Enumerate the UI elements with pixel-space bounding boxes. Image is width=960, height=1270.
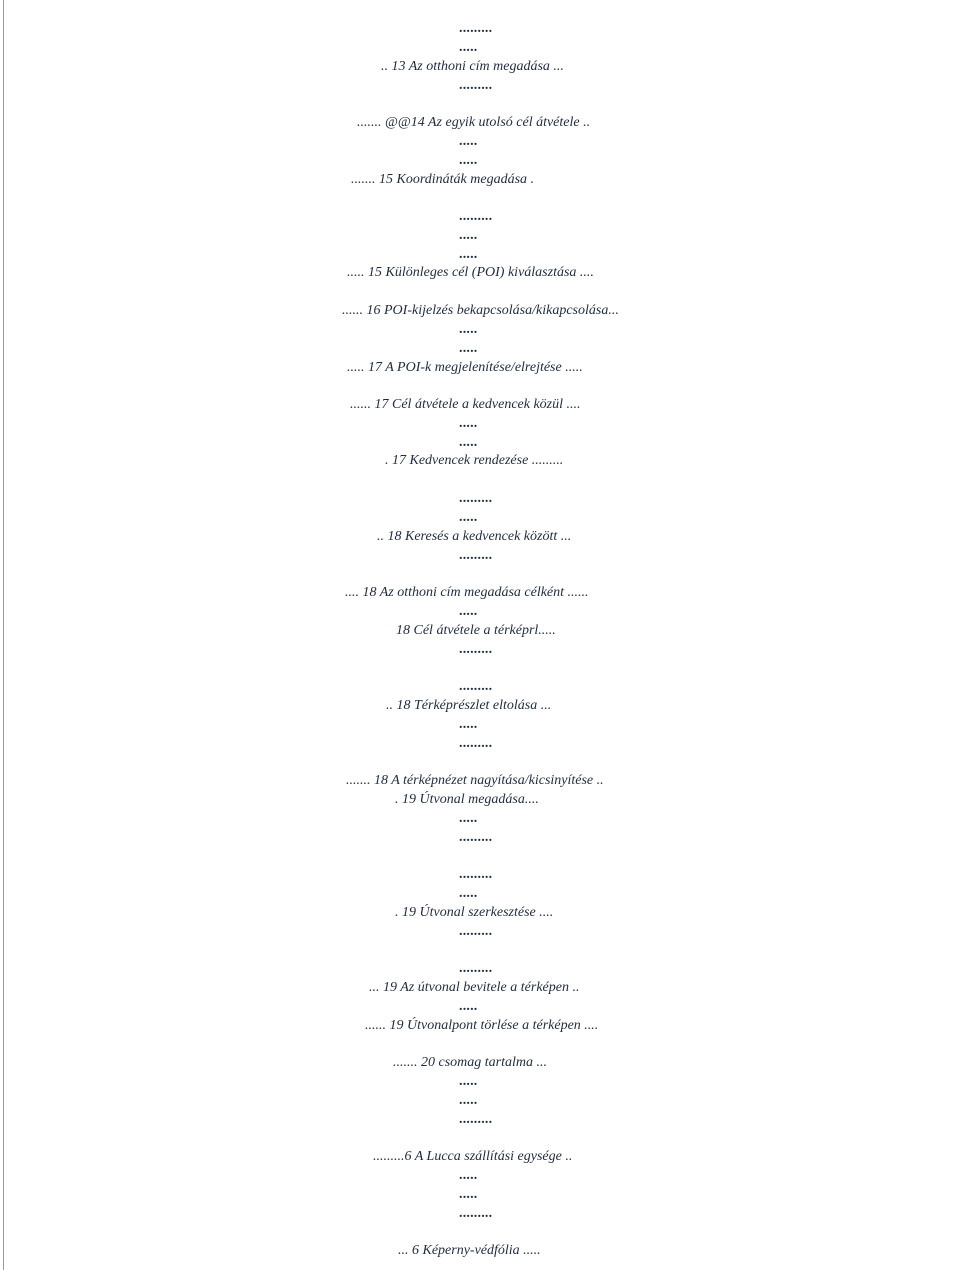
toc-line: .....	[459, 153, 478, 168]
toc-line[interactable]: ...... 16 POI-kijelzés bekapcsolása/kikapcsolása...	[342, 303, 619, 318]
toc-line[interactable]: ..... 15 Különleges cél (POI) kiválasztása ....	[347, 265, 594, 280]
toc-line: .....	[459, 134, 478, 149]
toc-line[interactable]: ... 19 Az útvonal bevitele a térképen ..	[369, 980, 580, 995]
toc-line: .....	[459, 717, 478, 732]
toc-line[interactable]: ....... 20 csomag tartalma ...	[393, 1055, 547, 1070]
toc-line[interactable]: ....... 15 Koordináták megadása .	[351, 172, 535, 187]
toc-line: .....	[459, 247, 478, 262]
toc-line[interactable]: ... 6 Képerny-védfólia .....	[398, 1243, 541, 1258]
toc-line: .....	[459, 1074, 478, 1089]
toc-line: .....	[459, 999, 478, 1014]
toc-line: .....	[459, 228, 478, 243]
toc-line: .....	[459, 811, 478, 826]
toc-line[interactable]: ...... 17 Cél átvétele a kedvencek közül ....	[350, 397, 581, 412]
toc-line[interactable]: . 17 Kedvencek rendezése .........	[385, 453, 564, 468]
toc-line: .........	[459, 961, 493, 976]
toc-line[interactable]: ..... 17 A POI-k megjelenítése/elrejtése .....	[347, 360, 583, 375]
toc-line: .........	[459, 209, 493, 224]
toc-line: .........	[459, 1112, 493, 1127]
toc-line: .....	[459, 886, 478, 901]
toc-line[interactable]: . 19 Útvonal szerkesztése ....	[395, 905, 554, 920]
toc-line: .........	[459, 736, 493, 751]
toc-line: .........	[459, 867, 493, 882]
toc-line[interactable]: 18 Cél átvétele a térképrl.....	[396, 623, 556, 638]
toc-line: .........	[459, 21, 493, 36]
toc-line: .....	[459, 322, 478, 337]
toc-line: .....	[459, 604, 478, 619]
toc-line: .....	[459, 1187, 478, 1202]
toc-line: .....	[459, 435, 478, 450]
toc-line[interactable]: .. 18 Térképrészlet eltolása ...	[386, 698, 552, 713]
toc-line[interactable]: .. 18 Keresés a kedvencek között ...	[377, 529, 572, 544]
toc-line: .........	[459, 491, 493, 506]
toc-line[interactable]: .... 18 Az otthoni cím megadása célként ......	[345, 585, 589, 600]
toc-line: .....	[459, 1168, 478, 1183]
toc-line: .........	[459, 78, 493, 93]
toc-line[interactable]: ....... 18 A térképnézet nagyítása/kicsinyítése ..	[346, 773, 604, 788]
toc-line: .........	[459, 924, 493, 939]
toc-line: .........	[459, 1206, 493, 1221]
toc-line[interactable]: .. 13 Az otthoni cím megadása ...	[381, 59, 564, 74]
toc-line: .........	[459, 679, 493, 694]
toc-line: .....	[459, 416, 478, 431]
toc-line[interactable]: . 19 Útvonal megadása....	[395, 792, 539, 807]
toc-line[interactable]: ...... 19 Útvonalpont törlése a térképen ....	[365, 1018, 599, 1033]
toc-line: .........	[459, 548, 493, 563]
toc-line: .....	[459, 40, 478, 55]
toc-line[interactable]: .........6 A Lucca szállítási egysége ..	[373, 1149, 573, 1164]
toc-line: .........	[459, 642, 493, 657]
toc-line[interactable]: ....... @@14 Az egyik utolsó cél átvétele ..	[357, 115, 591, 130]
toc-line: .........	[459, 830, 493, 845]
toc-line: .....	[459, 510, 478, 525]
toc-line: .....	[459, 341, 478, 356]
toc-line: .....	[459, 1093, 478, 1108]
